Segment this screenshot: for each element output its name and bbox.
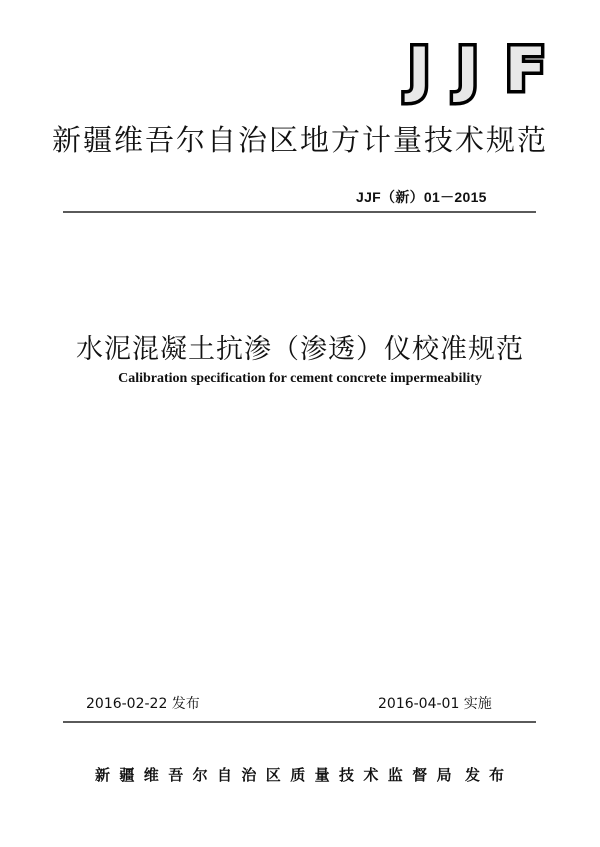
authority-title: 新疆维吾尔自治区地方计量技术规范 — [51, 123, 548, 157]
logo-letter-f: F — [505, 35, 546, 105]
issuer-suffix: 发布 — [465, 766, 514, 784]
implementation-date: 2016-04-01 实施 — [378, 696, 492, 712]
top-divider — [63, 211, 536, 213]
document-number: JJF（新）01－2015 — [356, 189, 487, 205]
document-title-en: Calibration specification for cement concrete impermeability — [118, 371, 482, 386]
logo-letter-j2: J — [456, 35, 479, 105]
logo-letter-j1: J — [408, 35, 431, 105]
bottom-divider — [63, 721, 536, 723]
issue-date: 2016-02-22 发布 — [86, 696, 200, 712]
issuer-name: 新疆维吾尔自治区质量技术监督局 — [95, 766, 462, 784]
jjf-logo — [408, 35, 546, 105]
document-title-cn: 水泥混凝土抗渗（渗透）仪校准规范 — [76, 334, 524, 365]
issuing-authority — [95, 764, 513, 785]
